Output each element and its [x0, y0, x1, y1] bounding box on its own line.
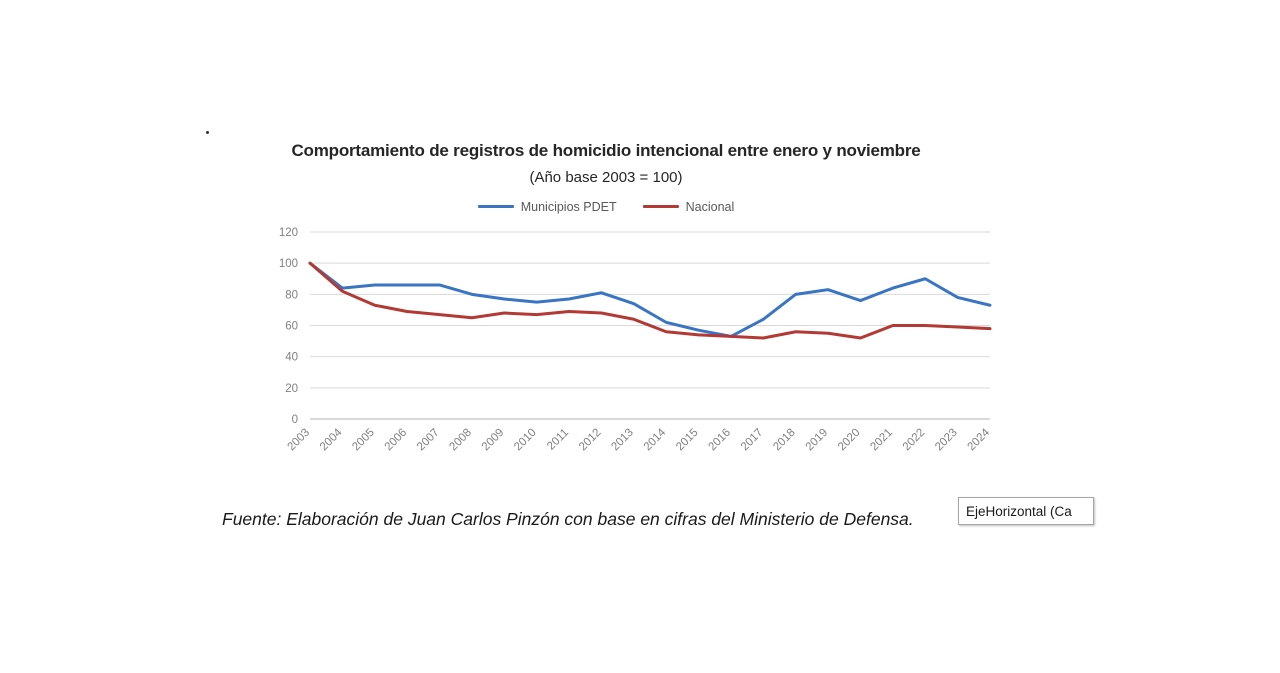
- x-axis-tick-label: 2023: [933, 426, 960, 454]
- chart-container[interactable]: [200, 140, 1100, 510]
- legend-swatch-nacional: [643, 205, 679, 208]
- x-axis-tick-label: 2014: [641, 426, 669, 454]
- x-axis-tick-label: 2011: [545, 426, 572, 453]
- x-axis-tick-label: 2022: [900, 426, 928, 454]
- series-line-nacional[interactable]: [310, 263, 990, 338]
- legend-item-nacional[interactable]: [643, 200, 735, 214]
- legend-label-municipios-pdet: Municipios PDET: [520, 199, 617, 214]
- plot-area[interactable]: [200, 224, 1012, 479]
- axis-tooltip: EjeHorizontal (Ca: [958, 497, 1094, 525]
- legend-swatch-municipios-pdet: [478, 205, 514, 208]
- x-axis-tick-label: 2010: [512, 426, 539, 454]
- x-axis-tick-label: 2016: [706, 426, 734, 454]
- legend-label-nacional: Nacional: [685, 199, 735, 214]
- x-axis-tick-label: 2020: [836, 426, 863, 454]
- y-axis-tick-label: 120: [278, 226, 298, 239]
- x-axis-tick-label: 2017: [738, 426, 766, 454]
- line-chart-svg: [200, 224, 1012, 479]
- y-axis-tick-label: 100: [278, 258, 298, 271]
- x-axis-tick-label: 2015: [674, 426, 701, 454]
- x-axis-tick-label: 2024: [965, 426, 993, 454]
- source-note: Fuente: Elaboración de Juan Carlos Pinzón con base en cifras del Ministerio de Defensa.: [222, 509, 914, 529]
- legend-item-municipios-pdet[interactable]: [478, 200, 617, 214]
- stray-dot: [206, 131, 209, 134]
- x-axis-tick-label: 2003: [285, 426, 313, 454]
- y-axis-tick-label: 60: [285, 320, 298, 333]
- x-axis-tick-label: 2012: [576, 426, 604, 454]
- x-axis-tick-label: 2006: [382, 426, 410, 454]
- chart-subtitle: (Año base 2003 = 100): [529, 168, 683, 186]
- y-axis-tick-label: 20: [285, 382, 298, 395]
- x-axis-tick-label: 2018: [771, 426, 798, 454]
- x-axis-tick-label: 2009: [479, 426, 507, 454]
- y-axis-tick-label: 0: [291, 413, 298, 426]
- chart-title: Comportamiento de registros de homicidio intencional entre enero y noviembre: [291, 141, 921, 160]
- x-axis-tick-label: 2019: [803, 426, 831, 454]
- x-axis-tick-label: 2008: [447, 426, 475, 454]
- x-axis-tick-label: 2005: [350, 426, 377, 454]
- x-axis-tick-label: 2013: [609, 426, 636, 454]
- y-axis-tick-label: 40: [285, 351, 298, 364]
- chart-legend: [200, 200, 1012, 214]
- x-axis-tick-label: 2021: [868, 426, 895, 454]
- x-axis-tick-label: 2004: [317, 426, 345, 454]
- x-axis-tick-label: 2007: [415, 426, 442, 454]
- y-axis-tick-label: 80: [285, 289, 298, 302]
